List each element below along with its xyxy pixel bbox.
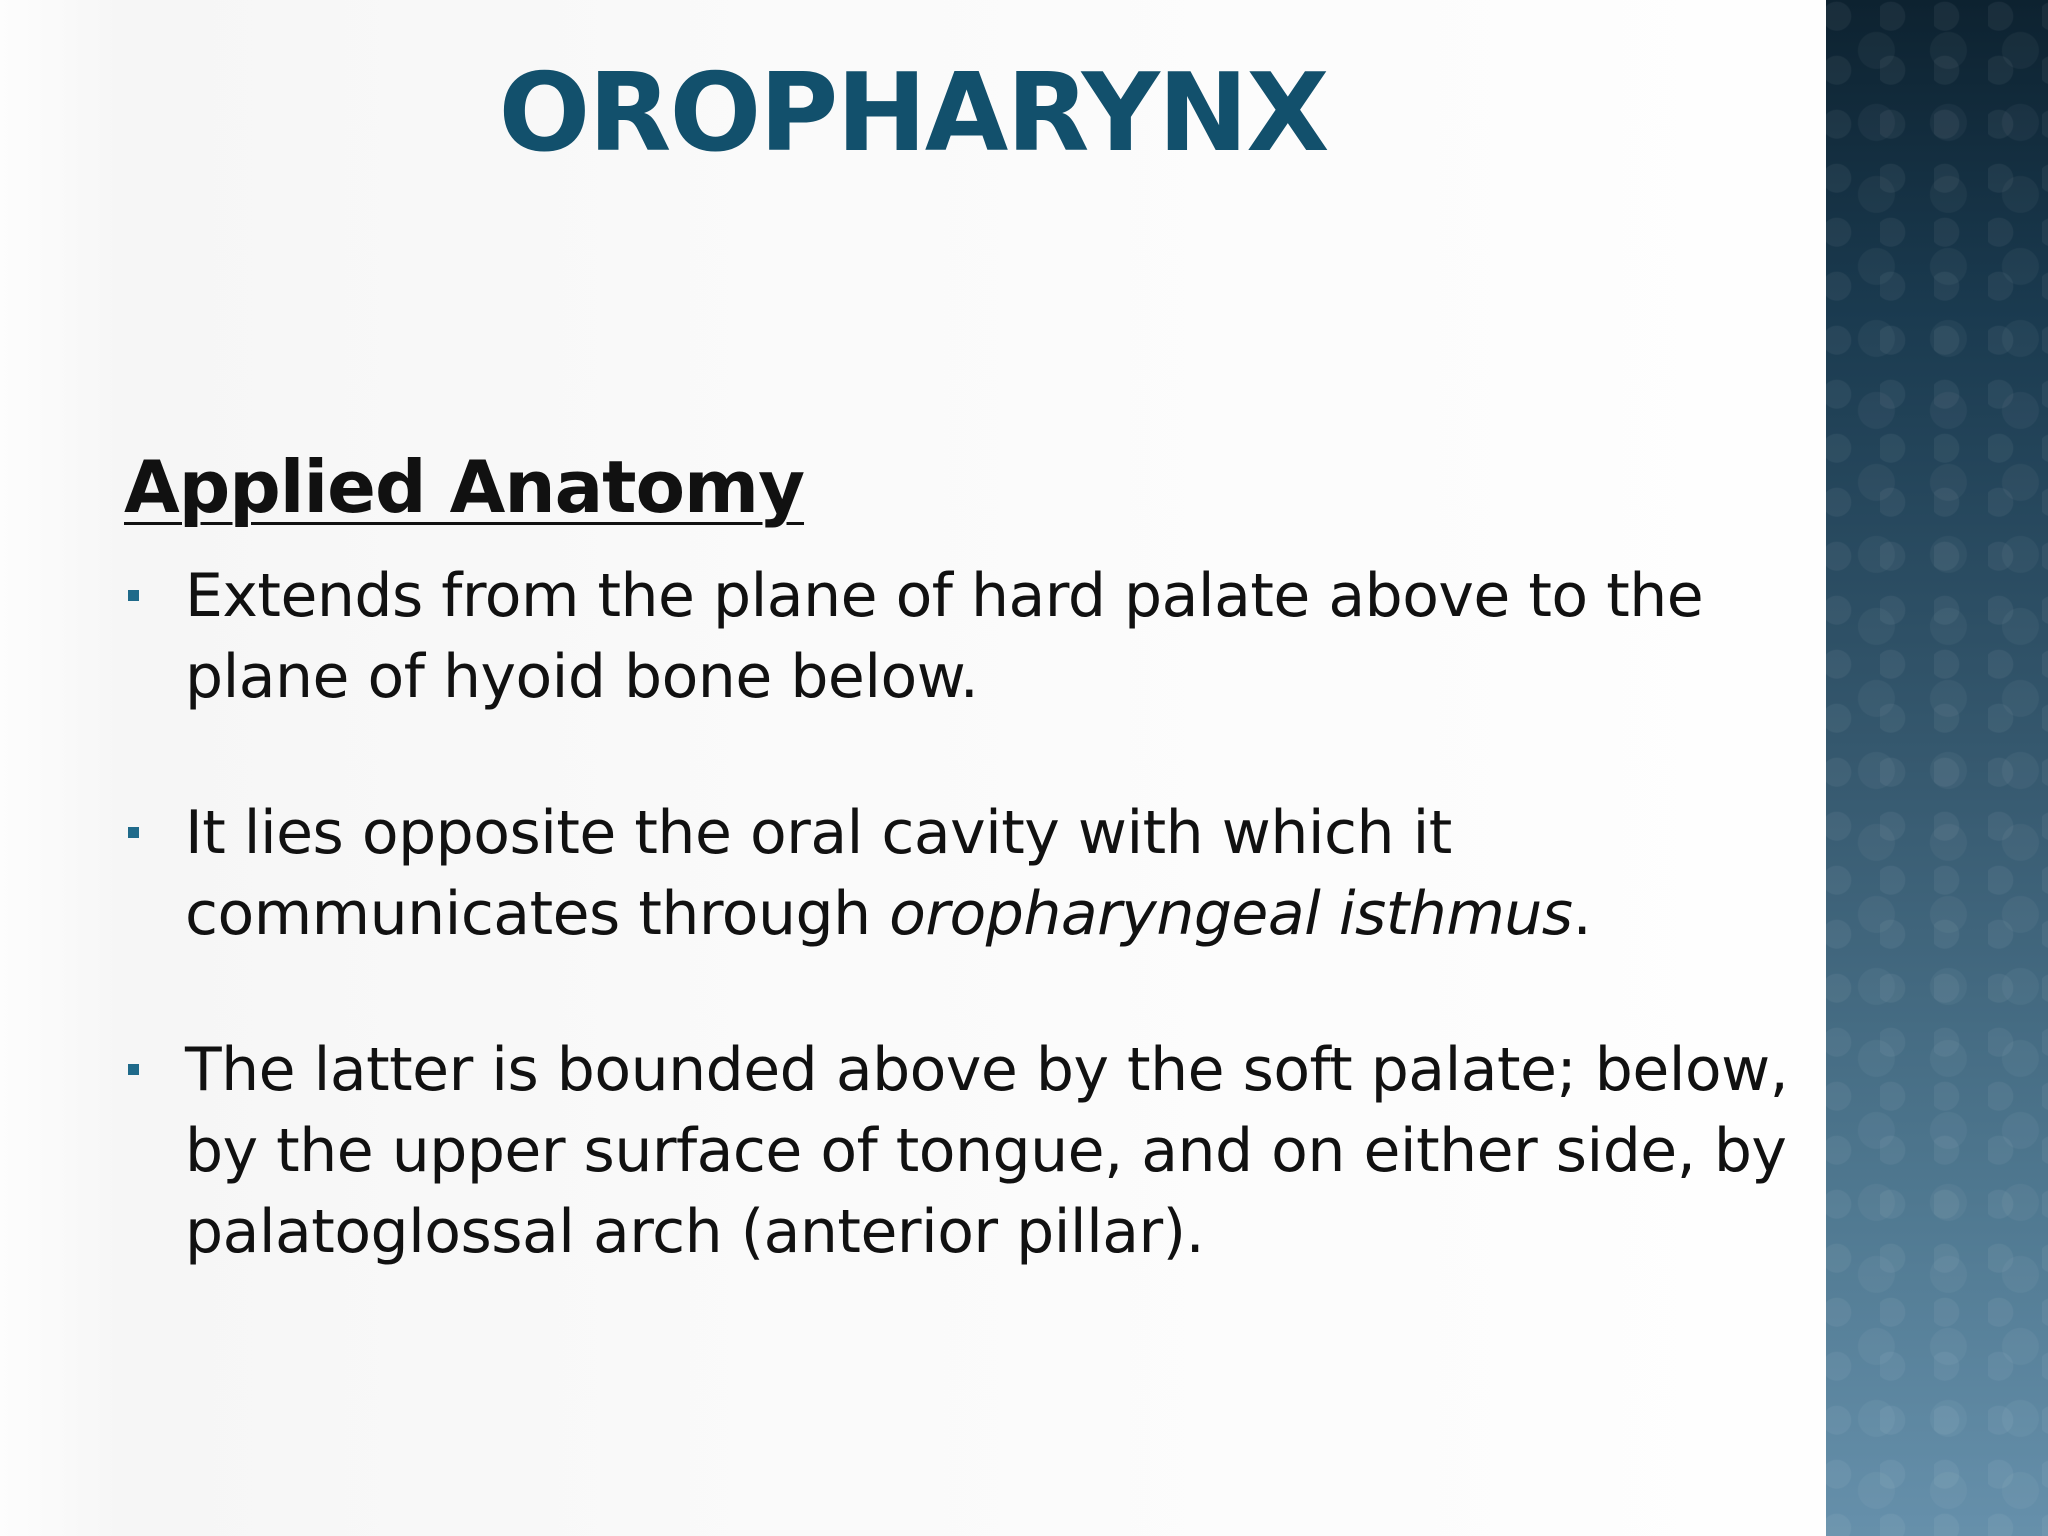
section-heading: Applied Anatomy <box>124 445 805 529</box>
slide-title: OROPHARYNX <box>498 51 1328 176</box>
bullet-item-extent <box>124 556 1804 718</box>
square-bullet-icon <box>128 827 139 838</box>
bullet-italic-term: oropharyngeal isthmus <box>889 879 1573 949</box>
bullet-text-end: . <box>1572 879 1592 949</box>
bullet-item-boundaries <box>124 1030 1804 1273</box>
bullet-text: The latter is bounded above by the soft palate; below, by the upper surface of tongue, and on either side, by palatoglossal arch (anterior pillar). <box>185 1035 1789 1267</box>
bullet-item-oral-cavity <box>124 793 1804 955</box>
bullet-text: Extends from the plane of hard palate above to the plane of hyoid bone below. <box>185 561 1704 712</box>
square-bullet-icon <box>128 1064 139 1075</box>
decorative-side-bar <box>1826 0 2048 1536</box>
bullet-text: It lies opposite the oral cavity with which it communicates through <box>185 798 1452 949</box>
bullet-list <box>124 556 1804 1348</box>
square-bullet-icon <box>128 590 139 601</box>
